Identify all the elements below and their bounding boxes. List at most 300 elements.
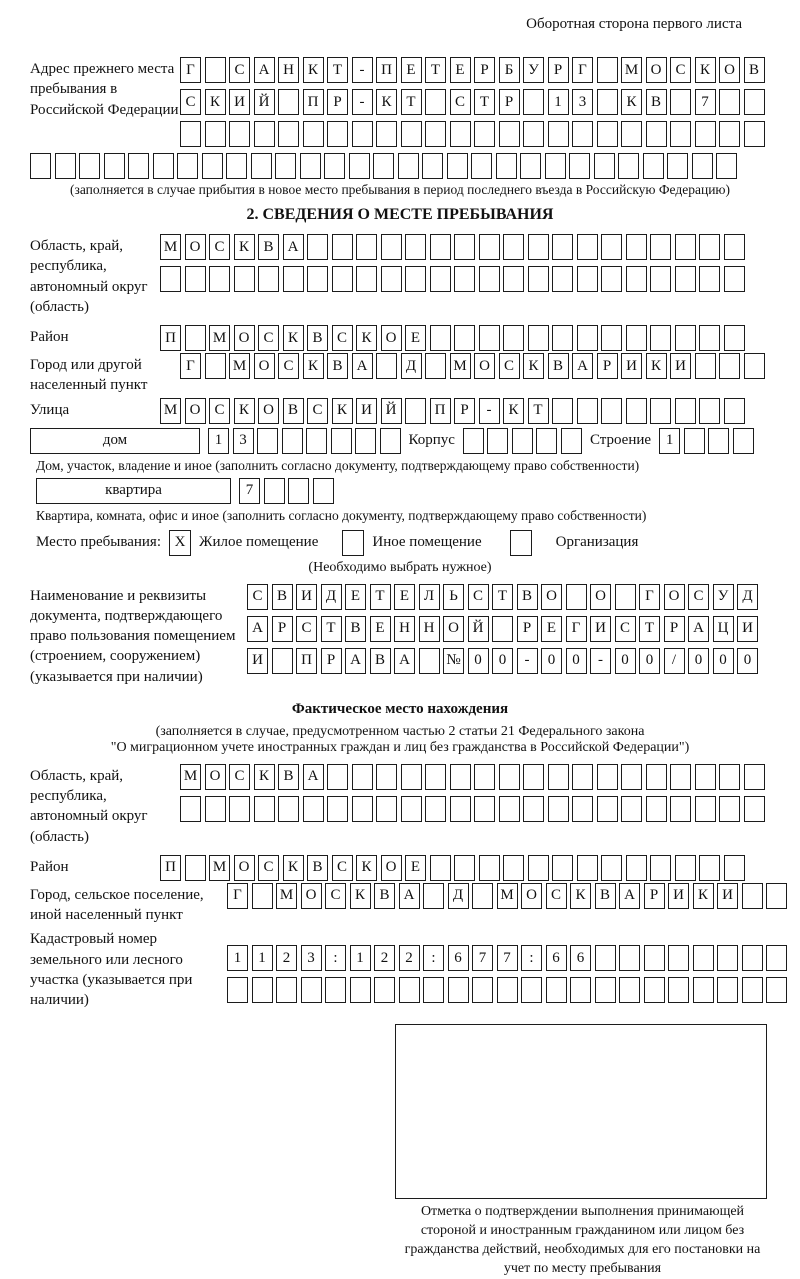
char-cell[interactable]: И	[670, 353, 691, 379]
char-cell[interactable]: О	[381, 325, 402, 351]
char-cell[interactable]: К	[570, 883, 591, 909]
char-cell[interactable]	[503, 325, 524, 351]
char-cell[interactable]: Т	[639, 616, 660, 642]
char-cell[interactable]	[619, 945, 640, 971]
char-cell[interactable]	[401, 796, 422, 822]
char-cell[interactable]: Р	[321, 648, 342, 674]
char-cell[interactable]: Н	[394, 616, 415, 642]
char-cell[interactable]	[405, 234, 426, 260]
char-cell[interactable]	[695, 121, 716, 147]
char-cell[interactable]	[744, 353, 765, 379]
char-cell[interactable]: И	[717, 883, 738, 909]
char-cell[interactable]: М	[160, 234, 181, 260]
char-cell[interactable]: О	[381, 855, 402, 881]
char-cell[interactable]: Т	[370, 584, 391, 610]
char-cell[interactable]: Т	[401, 89, 422, 115]
char-cell[interactable]: 1	[208, 428, 229, 454]
char-cell[interactable]	[552, 266, 573, 292]
char-cell[interactable]: Е	[405, 325, 426, 351]
char-cell[interactable]: С	[325, 883, 346, 909]
char-cell[interactable]	[766, 883, 787, 909]
char-cell[interactable]: К	[523, 353, 544, 379]
char-cell[interactable]	[180, 121, 201, 147]
char-cell[interactable]	[185, 325, 206, 351]
char-cell[interactable]: Р	[327, 89, 348, 115]
char-cell[interactable]	[350, 977, 371, 1003]
char-cell[interactable]	[644, 977, 665, 1003]
char-cell[interactable]	[719, 764, 740, 790]
char-cell[interactable]	[472, 977, 493, 1003]
char-cell[interactable]	[185, 266, 206, 292]
char-cell[interactable]: №	[443, 648, 464, 674]
char-cell[interactable]	[307, 266, 328, 292]
char-cell[interactable]	[430, 325, 451, 351]
char-cell[interactable]: В	[370, 648, 391, 674]
char-cell[interactable]: Р	[597, 353, 618, 379]
char-cell[interactable]	[521, 977, 542, 1003]
char-cell[interactable]: 3	[233, 428, 254, 454]
char-cell[interactable]: 6	[570, 945, 591, 971]
char-cell[interactable]	[79, 153, 100, 179]
char-cell[interactable]	[626, 266, 647, 292]
char-cell[interactable]: С	[180, 89, 201, 115]
char-cell[interactable]: А	[254, 57, 275, 83]
char-cell[interactable]	[523, 89, 544, 115]
char-cell[interactable]	[450, 764, 471, 790]
char-cell[interactable]	[283, 266, 304, 292]
char-cell[interactable]: Р	[272, 616, 293, 642]
char-cell[interactable]	[381, 234, 402, 260]
char-cell[interactable]	[552, 855, 573, 881]
char-cell[interactable]	[254, 121, 275, 147]
char-cell[interactable]	[615, 584, 636, 610]
char-cell[interactable]	[528, 855, 549, 881]
char-cell[interactable]	[401, 764, 422, 790]
char-cell[interactable]: О	[719, 57, 740, 83]
char-cell[interactable]	[380, 428, 401, 454]
char-cell[interactable]: О	[234, 855, 255, 881]
char-cell[interactable]	[422, 153, 443, 179]
char-cell[interactable]: А	[688, 616, 709, 642]
char-cell[interactable]: М	[497, 883, 518, 909]
char-cell[interactable]	[276, 977, 297, 1003]
char-cell[interactable]	[264, 478, 285, 504]
char-cell[interactable]	[744, 121, 765, 147]
char-cell[interactable]	[512, 428, 533, 454]
char-cell[interactable]: :	[521, 945, 542, 971]
char-cell[interactable]	[699, 855, 720, 881]
char-cell[interactable]	[104, 153, 125, 179]
char-cell[interactable]	[675, 325, 696, 351]
char-cell[interactable]	[595, 977, 616, 1003]
char-cell[interactable]	[497, 977, 518, 1003]
char-cell[interactable]	[724, 398, 745, 424]
char-cell[interactable]	[766, 945, 787, 971]
char-cell[interactable]: Г	[639, 584, 660, 610]
char-cell[interactable]	[454, 325, 475, 351]
char-cell[interactable]: О	[258, 398, 279, 424]
char-cell[interactable]	[398, 153, 419, 179]
char-cell[interactable]	[695, 796, 716, 822]
char-cell[interactable]: С	[670, 57, 691, 83]
char-cell[interactable]	[278, 796, 299, 822]
char-cell[interactable]	[307, 234, 328, 260]
char-cell[interactable]	[234, 266, 255, 292]
char-cell[interactable]: С	[258, 325, 279, 351]
char-cell[interactable]	[327, 764, 348, 790]
char-cell[interactable]: О	[234, 325, 255, 351]
char-cell[interactable]	[448, 977, 469, 1003]
char-cell[interactable]: -	[479, 398, 500, 424]
char-cell[interactable]	[332, 234, 353, 260]
char-cell[interactable]	[733, 428, 754, 454]
char-cell[interactable]	[675, 234, 696, 260]
char-cell[interactable]	[425, 89, 446, 115]
char-cell[interactable]	[699, 266, 720, 292]
char-cell[interactable]: П	[160, 325, 181, 351]
char-cell[interactable]	[278, 89, 299, 115]
char-cell[interactable]	[744, 89, 765, 115]
char-cell[interactable]: В	[744, 57, 765, 83]
char-cell[interactable]: С	[499, 353, 520, 379]
char-cell[interactable]: Г	[227, 883, 248, 909]
char-cell[interactable]: И	[737, 616, 758, 642]
char-cell[interactable]	[399, 977, 420, 1003]
char-cell[interactable]	[626, 325, 647, 351]
char-cell[interactable]	[160, 266, 181, 292]
char-cell[interactable]: П	[303, 89, 324, 115]
char-cell[interactable]	[766, 977, 787, 1003]
char-cell[interactable]	[650, 855, 671, 881]
char-cell[interactable]	[744, 796, 765, 822]
char-cell[interactable]	[684, 428, 705, 454]
char-cell[interactable]	[471, 153, 492, 179]
char-cell[interactable]: В	[517, 584, 538, 610]
char-cell[interactable]: К	[234, 398, 255, 424]
char-cell[interactable]	[528, 266, 549, 292]
char-cell[interactable]: А	[399, 883, 420, 909]
char-cell[interactable]: О	[521, 883, 542, 909]
char-cell[interactable]: О	[664, 584, 685, 610]
char-cell[interactable]	[327, 121, 348, 147]
char-cell[interactable]: С	[247, 584, 268, 610]
char-cell[interactable]: В	[374, 883, 395, 909]
char-cell[interactable]	[546, 977, 567, 1003]
char-cell[interactable]	[492, 616, 513, 642]
char-cell[interactable]: С	[229, 57, 250, 83]
char-cell[interactable]	[548, 796, 569, 822]
char-cell[interactable]: Р	[517, 616, 538, 642]
char-cell[interactable]	[405, 398, 426, 424]
char-cell[interactable]: П	[160, 855, 181, 881]
char-cell[interactable]: И	[296, 584, 317, 610]
char-cell[interactable]: С	[296, 616, 317, 642]
char-cell[interactable]	[503, 855, 524, 881]
char-cell[interactable]	[597, 57, 618, 83]
char-cell[interactable]: Д	[737, 584, 758, 610]
char-cell[interactable]	[670, 89, 691, 115]
char-cell[interactable]: Д	[401, 353, 422, 379]
char-cell[interactable]	[352, 764, 373, 790]
char-cell[interactable]	[597, 89, 618, 115]
char-cell[interactable]	[331, 428, 352, 454]
char-cell[interactable]: 6	[546, 945, 567, 971]
char-cell[interactable]	[742, 883, 763, 909]
char-cell[interactable]	[300, 153, 321, 179]
char-cell[interactable]: 0	[492, 648, 513, 674]
char-cell[interactable]: 1	[659, 428, 680, 454]
char-cell[interactable]: Т	[425, 57, 446, 83]
char-cell[interactable]	[670, 121, 691, 147]
char-cell[interactable]	[128, 153, 149, 179]
char-cell[interactable]: 0	[541, 648, 562, 674]
char-cell[interactable]: 0	[737, 648, 758, 674]
char-cell[interactable]	[499, 121, 520, 147]
char-cell[interactable]	[454, 266, 475, 292]
char-cell[interactable]	[332, 266, 353, 292]
char-cell[interactable]: С	[209, 234, 230, 260]
char-cell[interactable]	[499, 796, 520, 822]
char-cell[interactable]: А	[247, 616, 268, 642]
char-cell[interactable]: Т	[327, 57, 348, 83]
char-cell[interactable]: У	[713, 584, 734, 610]
char-cell[interactable]	[425, 796, 446, 822]
char-cell[interactable]	[327, 796, 348, 822]
char-cell[interactable]: К	[693, 883, 714, 909]
char-cell[interactable]: К	[376, 89, 397, 115]
char-cell[interactable]	[282, 428, 303, 454]
char-cell[interactable]: 0	[566, 648, 587, 674]
char-cell[interactable]: Е	[370, 616, 391, 642]
char-cell[interactable]: К	[254, 764, 275, 790]
char-cell[interactable]	[425, 353, 446, 379]
char-cell[interactable]	[503, 234, 524, 260]
char-cell[interactable]	[419, 648, 440, 674]
char-cell[interactable]: О	[443, 616, 464, 642]
char-cell[interactable]: -	[517, 648, 538, 674]
char-cell[interactable]	[430, 234, 451, 260]
char-cell[interactable]	[594, 153, 615, 179]
char-cell[interactable]: С	[468, 584, 489, 610]
char-cell[interactable]	[548, 121, 569, 147]
char-cell[interactable]	[675, 855, 696, 881]
char-cell[interactable]	[695, 353, 716, 379]
char-cell[interactable]	[668, 945, 689, 971]
char-cell[interactable]	[548, 764, 569, 790]
char-cell[interactable]: -	[352, 89, 373, 115]
char-cell[interactable]	[626, 234, 647, 260]
char-cell[interactable]: 1	[227, 945, 248, 971]
char-cell[interactable]	[650, 398, 671, 424]
char-cell[interactable]: В	[307, 325, 328, 351]
char-cell[interactable]: В	[307, 855, 328, 881]
char-cell[interactable]: Й	[254, 89, 275, 115]
char-cell[interactable]	[55, 153, 76, 179]
char-cell[interactable]: /	[664, 648, 685, 674]
char-cell[interactable]	[595, 945, 616, 971]
char-cell[interactable]: Г	[180, 353, 201, 379]
char-cell[interactable]	[425, 121, 446, 147]
char-cell[interactable]: К	[621, 89, 642, 115]
char-cell[interactable]: Е	[450, 57, 471, 83]
char-cell[interactable]: А	[619, 883, 640, 909]
char-cell[interactable]	[257, 428, 278, 454]
char-cell[interactable]: А	[394, 648, 415, 674]
char-cell[interactable]: 1	[548, 89, 569, 115]
char-cell[interactable]	[577, 266, 598, 292]
char-cell[interactable]: А	[345, 648, 366, 674]
char-cell[interactable]: И	[229, 89, 250, 115]
char-cell[interactable]	[744, 764, 765, 790]
char-cell[interactable]: А	[572, 353, 593, 379]
char-cell[interactable]: К	[646, 353, 667, 379]
char-cell[interactable]	[254, 796, 275, 822]
char-cell[interactable]: К	[356, 325, 377, 351]
char-cell[interactable]: Е	[405, 855, 426, 881]
char-cell[interactable]	[650, 266, 671, 292]
char-cell[interactable]	[619, 977, 640, 1003]
char-cell[interactable]: И	[590, 616, 611, 642]
char-cell[interactable]	[324, 153, 345, 179]
char-cell[interactable]: С	[450, 89, 471, 115]
char-cell[interactable]: В	[272, 584, 293, 610]
char-cell[interactable]: 1	[350, 945, 371, 971]
char-cell[interactable]	[430, 266, 451, 292]
char-cell[interactable]	[252, 977, 273, 1003]
char-cell[interactable]	[523, 121, 544, 147]
char-cell[interactable]: Д	[448, 883, 469, 909]
char-cell[interactable]	[325, 977, 346, 1003]
char-cell[interactable]	[621, 796, 642, 822]
char-cell[interactable]	[425, 764, 446, 790]
char-cell[interactable]: 1	[252, 945, 273, 971]
char-cell[interactable]	[643, 153, 664, 179]
char-cell[interactable]	[423, 977, 444, 1003]
char-cell[interactable]: И	[621, 353, 642, 379]
char-cell[interactable]: :	[423, 945, 444, 971]
char-cell[interactable]	[376, 121, 397, 147]
char-cell[interactable]	[545, 153, 566, 179]
char-cell[interactable]: В	[548, 353, 569, 379]
char-cell[interactable]	[205, 353, 226, 379]
char-cell[interactable]: К	[234, 234, 255, 260]
char-cell[interactable]	[523, 796, 544, 822]
char-cell[interactable]: Г	[180, 57, 201, 83]
char-cell[interactable]	[644, 945, 665, 971]
char-cell[interactable]	[479, 234, 500, 260]
char-cell[interactable]: 0	[688, 648, 709, 674]
char-cell[interactable]: Н	[419, 616, 440, 642]
char-cell[interactable]	[454, 855, 475, 881]
apartment-box[interactable]: квартира	[36, 478, 231, 504]
char-cell[interactable]	[496, 153, 517, 179]
char-cell[interactable]: Р	[454, 398, 475, 424]
char-cell[interactable]	[618, 153, 639, 179]
char-cell[interactable]	[699, 325, 720, 351]
char-cell[interactable]	[528, 234, 549, 260]
char-cell[interactable]: У	[523, 57, 544, 83]
char-cell[interactable]	[699, 398, 720, 424]
char-cell[interactable]	[597, 796, 618, 822]
char-cell[interactable]: В	[345, 616, 366, 642]
char-cell[interactable]: С	[229, 764, 250, 790]
char-cell[interactable]	[569, 153, 590, 179]
char-cell[interactable]	[474, 796, 495, 822]
char-cell[interactable]	[536, 428, 557, 454]
char-cell[interactable]: Р	[474, 57, 495, 83]
char-cell[interactable]	[202, 153, 223, 179]
char-cell[interactable]: 0	[713, 648, 734, 674]
char-cell[interactable]	[561, 428, 582, 454]
char-cell[interactable]	[401, 121, 422, 147]
char-cell[interactable]	[717, 945, 738, 971]
char-cell[interactable]	[520, 153, 541, 179]
char-cell[interactable]	[177, 153, 198, 179]
char-cell[interactable]: 2	[399, 945, 420, 971]
char-cell[interactable]	[303, 796, 324, 822]
char-cell[interactable]: К	[205, 89, 226, 115]
char-cell[interactable]	[695, 764, 716, 790]
char-cell[interactable]	[572, 121, 593, 147]
char-cell[interactable]: А	[303, 764, 324, 790]
house-box[interactable]: дом	[30, 428, 200, 454]
char-cell[interactable]	[258, 266, 279, 292]
char-cell[interactable]: Л	[419, 584, 440, 610]
char-cell[interactable]: Й	[381, 398, 402, 424]
char-cell[interactable]	[450, 796, 471, 822]
char-cell[interactable]	[463, 428, 484, 454]
char-cell[interactable]: К	[283, 325, 304, 351]
char-cell[interactable]	[352, 121, 373, 147]
char-cell[interactable]: Г	[566, 616, 587, 642]
char-cell[interactable]	[601, 234, 622, 260]
char-cell[interactable]	[670, 764, 691, 790]
char-cell[interactable]	[719, 353, 740, 379]
char-cell[interactable]: С	[258, 855, 279, 881]
char-cell[interactable]	[552, 325, 573, 351]
char-cell[interactable]	[601, 266, 622, 292]
char-cell[interactable]	[693, 977, 714, 1003]
char-cell[interactable]: П	[376, 57, 397, 83]
char-cell[interactable]	[251, 153, 272, 179]
char-cell[interactable]: М	[276, 883, 297, 909]
char-cell[interactable]: Ь	[443, 584, 464, 610]
char-cell[interactable]: Е	[345, 584, 366, 610]
char-cell[interactable]: С	[307, 398, 328, 424]
char-cell[interactable]	[724, 855, 745, 881]
char-cell[interactable]: -	[352, 57, 373, 83]
char-cell[interactable]	[376, 796, 397, 822]
char-cell[interactable]: М	[450, 353, 471, 379]
char-cell[interactable]: Е	[394, 584, 415, 610]
char-cell[interactable]	[716, 153, 737, 179]
char-cell[interactable]: И	[247, 648, 268, 674]
char-cell[interactable]	[226, 153, 247, 179]
char-cell[interactable]: :	[325, 945, 346, 971]
char-cell[interactable]	[205, 121, 226, 147]
char-cell[interactable]: 0	[468, 648, 489, 674]
char-cell[interactable]	[572, 796, 593, 822]
char-cell[interactable]	[566, 584, 587, 610]
char-cell[interactable]	[487, 428, 508, 454]
char-cell[interactable]: 7	[695, 89, 716, 115]
char-cell[interactable]: К	[332, 398, 353, 424]
char-cell[interactable]	[430, 855, 451, 881]
char-cell[interactable]	[719, 796, 740, 822]
char-cell[interactable]: О	[185, 398, 206, 424]
char-cell[interactable]	[719, 89, 740, 115]
char-cell[interactable]: И	[356, 398, 377, 424]
